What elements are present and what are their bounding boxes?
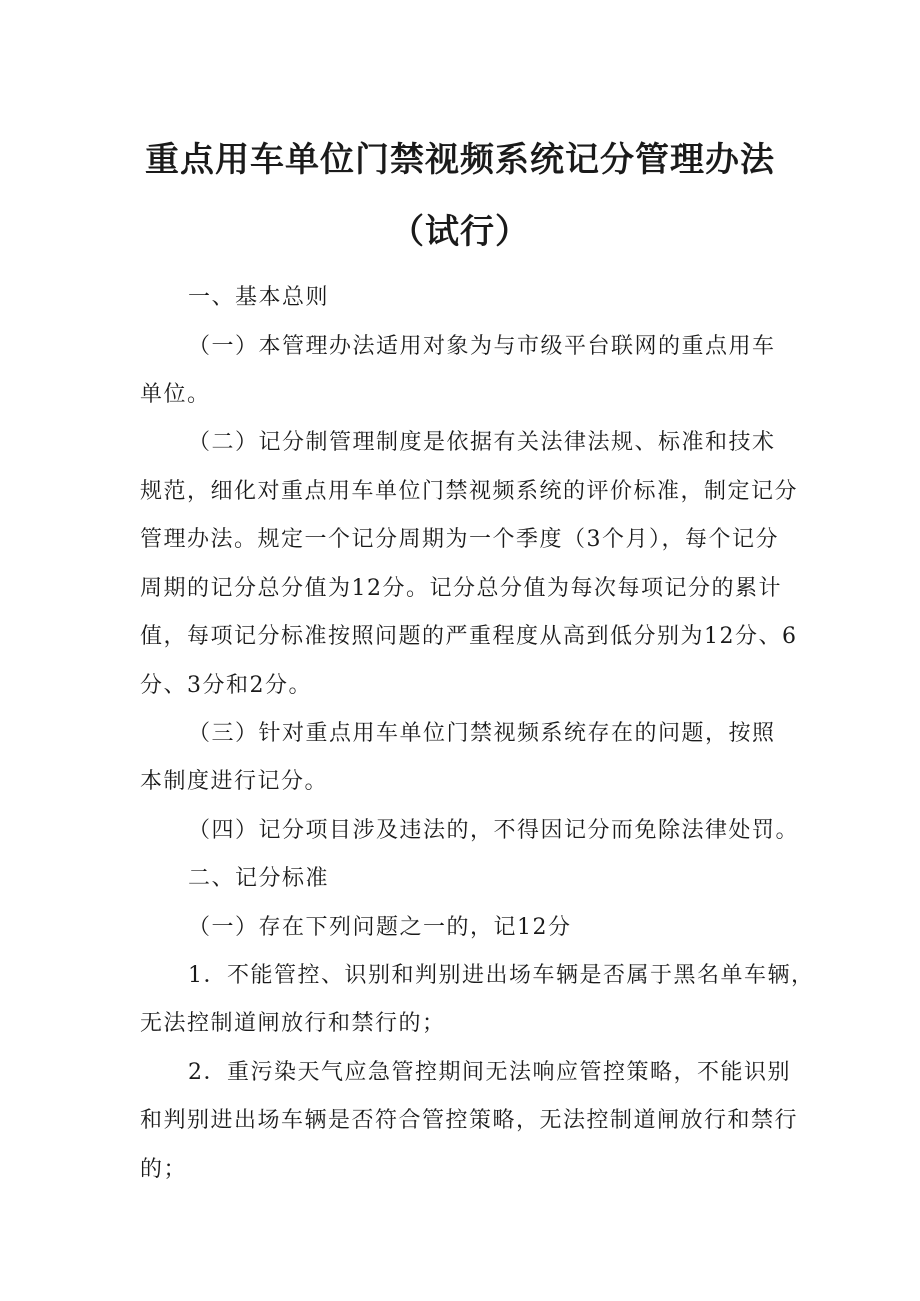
paragraph-line: （二）记分制管理制度是依据有关法律法规、标准和技术	[188, 430, 776, 455]
list-item-line: 的；	[140, 1157, 188, 1182]
paragraph-line: 分、3分和2分。	[140, 673, 312, 698]
list-item-line: 和判别进出场车辆是否符合管控策略，无法控制道闸放行和禁行	[140, 1108, 799, 1133]
list-item-line: 无法控制道闸放行和禁行的；	[140, 1011, 446, 1036]
list-item-line: 1．不能管控、识别和判别进出场车辆是否属于黑名单车辆，	[188, 963, 815, 988]
paragraph-line: （四）记分项目涉及违法的，不得因记分而免除法律处罚。	[188, 818, 800, 843]
paragraph-line: （三）针对重点用车单位门禁视频系统存在的问题，按照	[188, 721, 776, 746]
paragraph-line: 管理办法。规定一个记分周期为一个季度（3个月），每个记分	[140, 527, 779, 552]
paragraph-line: 周期的记分总分值为12分。记分总分值为每次每项记分的累计	[140, 576, 782, 601]
paragraph-line: 值，每项记分标准按照问题的严重程度从高到低分别为12分、6	[140, 624, 798, 649]
section-heading: 一、基本总则	[188, 285, 330, 310]
paragraph-line: 规范，细化对重点用车单位门禁视频系统的评价标准，制定记分	[140, 479, 799, 504]
paragraph-line: 本制度进行记分。	[140, 769, 329, 794]
document-title: 重点用车单位门禁视频系统记分管理办法	[145, 140, 775, 180]
paragraph-line: 单位。	[140, 382, 211, 407]
list-item-line: 2．重污染天气应急管控期间无法响应管控策略，不能识别	[188, 1060, 791, 1085]
paragraph-line: （一）本管理办法适用对象为与市级平台联网的重点用车	[188, 334, 776, 359]
document-subtitle: （试行）	[390, 212, 530, 252]
paragraph-line: （一）存在下列问题之一的，记12分	[188, 915, 572, 940]
section-heading: 二、记分标准	[188, 866, 330, 891]
